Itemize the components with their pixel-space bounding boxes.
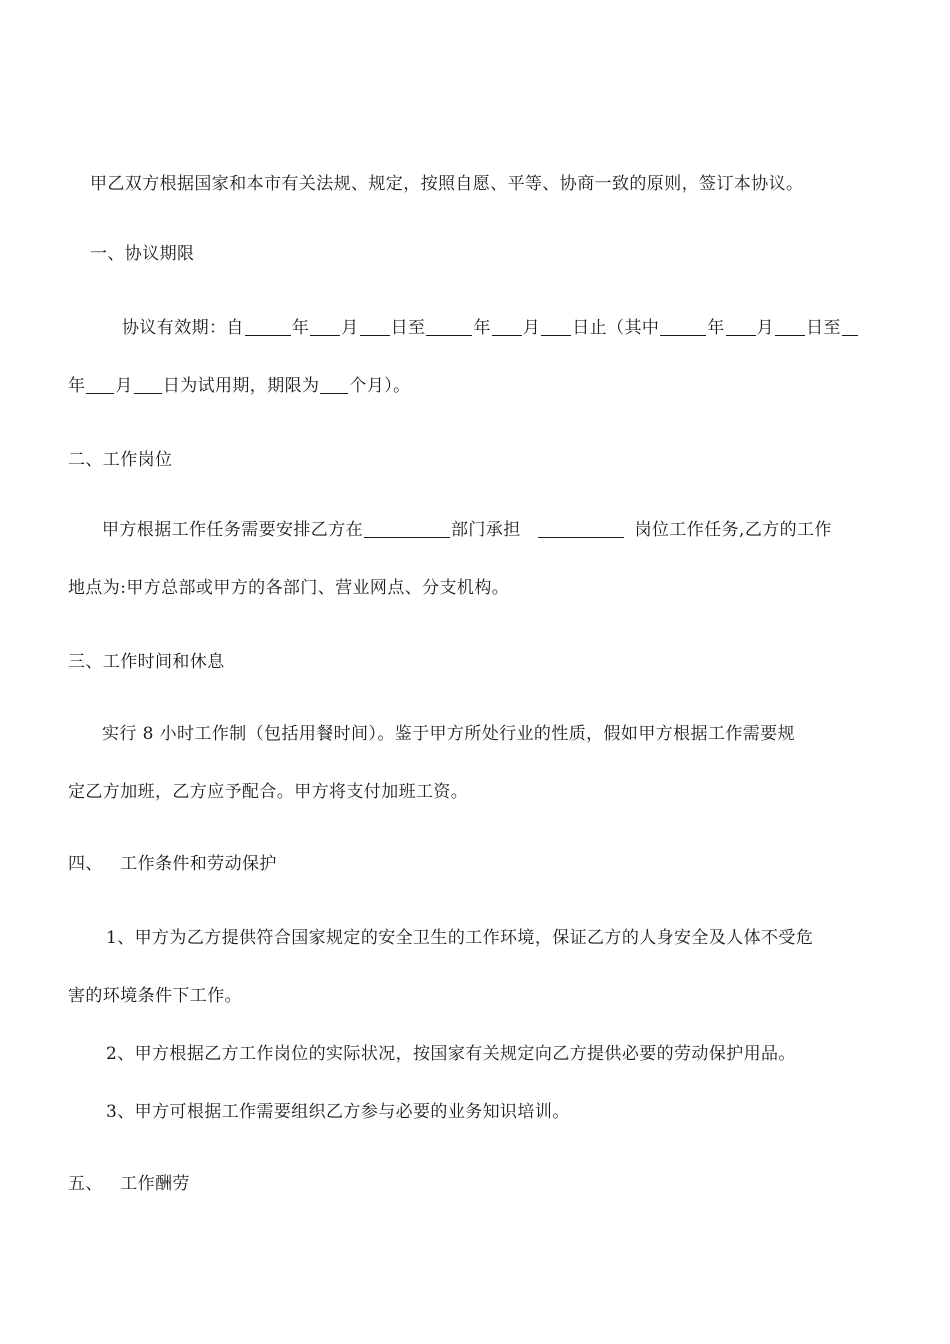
blank-field [426,317,472,336]
text-segment: 年 [473,318,491,338]
blank-field [538,519,624,538]
blank-field [245,317,291,336]
text-segment: 部门承担 [451,520,521,540]
text-segment: 月 [756,318,775,338]
section-2-heading: 二、工作岗位 [68,450,173,470]
section-1-heading: 一、协议期限 [90,244,195,264]
text-segment: 月 [522,318,541,338]
text-segment: 月 [115,376,133,396]
agreement-period-line-2 [68,374,411,398]
section-3-heading: 三、工作时间和休息 [68,652,225,672]
work-hours-line-2: 定乙方加班，乙方应予配合。甲方将支付加班工资。 [68,782,469,802]
text-segment: 日止（其中 [572,318,660,338]
text-segment: 日至 [390,318,426,338]
text-segment: 日为试用期，期限为 [162,376,320,396]
blank-field [660,317,706,336]
section-4-heading: 四、 工作条件和劳动保护 [68,854,277,874]
text-segment: 月 [341,318,359,338]
blank-field [775,317,805,336]
blank-field [320,375,348,394]
job-position-line-1 [102,518,832,542]
blank-field [360,317,390,336]
job-position-line-2: 地点为:甲方总部或甲方的各部门、营业网点、分支机构。 [68,578,510,598]
blank-field [492,317,522,336]
blank-field [726,317,756,336]
intro-paragraph: 甲乙双方根据国家和本市有关法规、规定，按照自愿、平等、协商一致的原则，签订本协议。 [90,174,804,194]
text-segment: 年 [291,318,310,338]
blank-field [541,317,571,336]
section-5-heading: 五、 工作酬劳 [68,1174,190,1194]
conditions-item-1-line-2: 害的环境条件下工作。 [68,986,242,1006]
work-hours-line-1: 实行 8 小时工作制（包括用餐时间）。鉴于甲方所处行业的性质，假如甲方根据工作需要规 [102,724,795,744]
text-segment: 年 [707,318,725,338]
blank-field [364,519,450,538]
conditions-item-2: 2、甲方根据乙方工作岗位的实际状况，按国家有关规定向乙方提供必要的劳动保护用品。 [106,1044,796,1064]
blank-field [86,375,114,394]
blank-field [310,317,340,336]
text-segment: 协议有效期：自 [122,318,244,338]
conditions-item-3: 3、甲方可根据工作需要组织乙方参与必要的业务知识培训。 [106,1102,570,1122]
text-segment: 年 [68,376,86,396]
blank-field [134,375,162,394]
conditions-item-1-line-1: 1、甲方为乙方提供符合国家规定的安全卫生的工作环境，保证乙方的人身安全及人体不受危 [106,928,814,948]
agreement-period-line-1 [122,316,859,340]
text-segment: 甲方根据工作任务需要安排乙方在 [102,520,363,540]
text-segment: 个月）。 [349,376,411,396]
blank-field [842,317,858,336]
text-segment: 日至 [806,318,841,338]
text-segment: 岗位工作任务,乙方的工作 [634,520,832,540]
